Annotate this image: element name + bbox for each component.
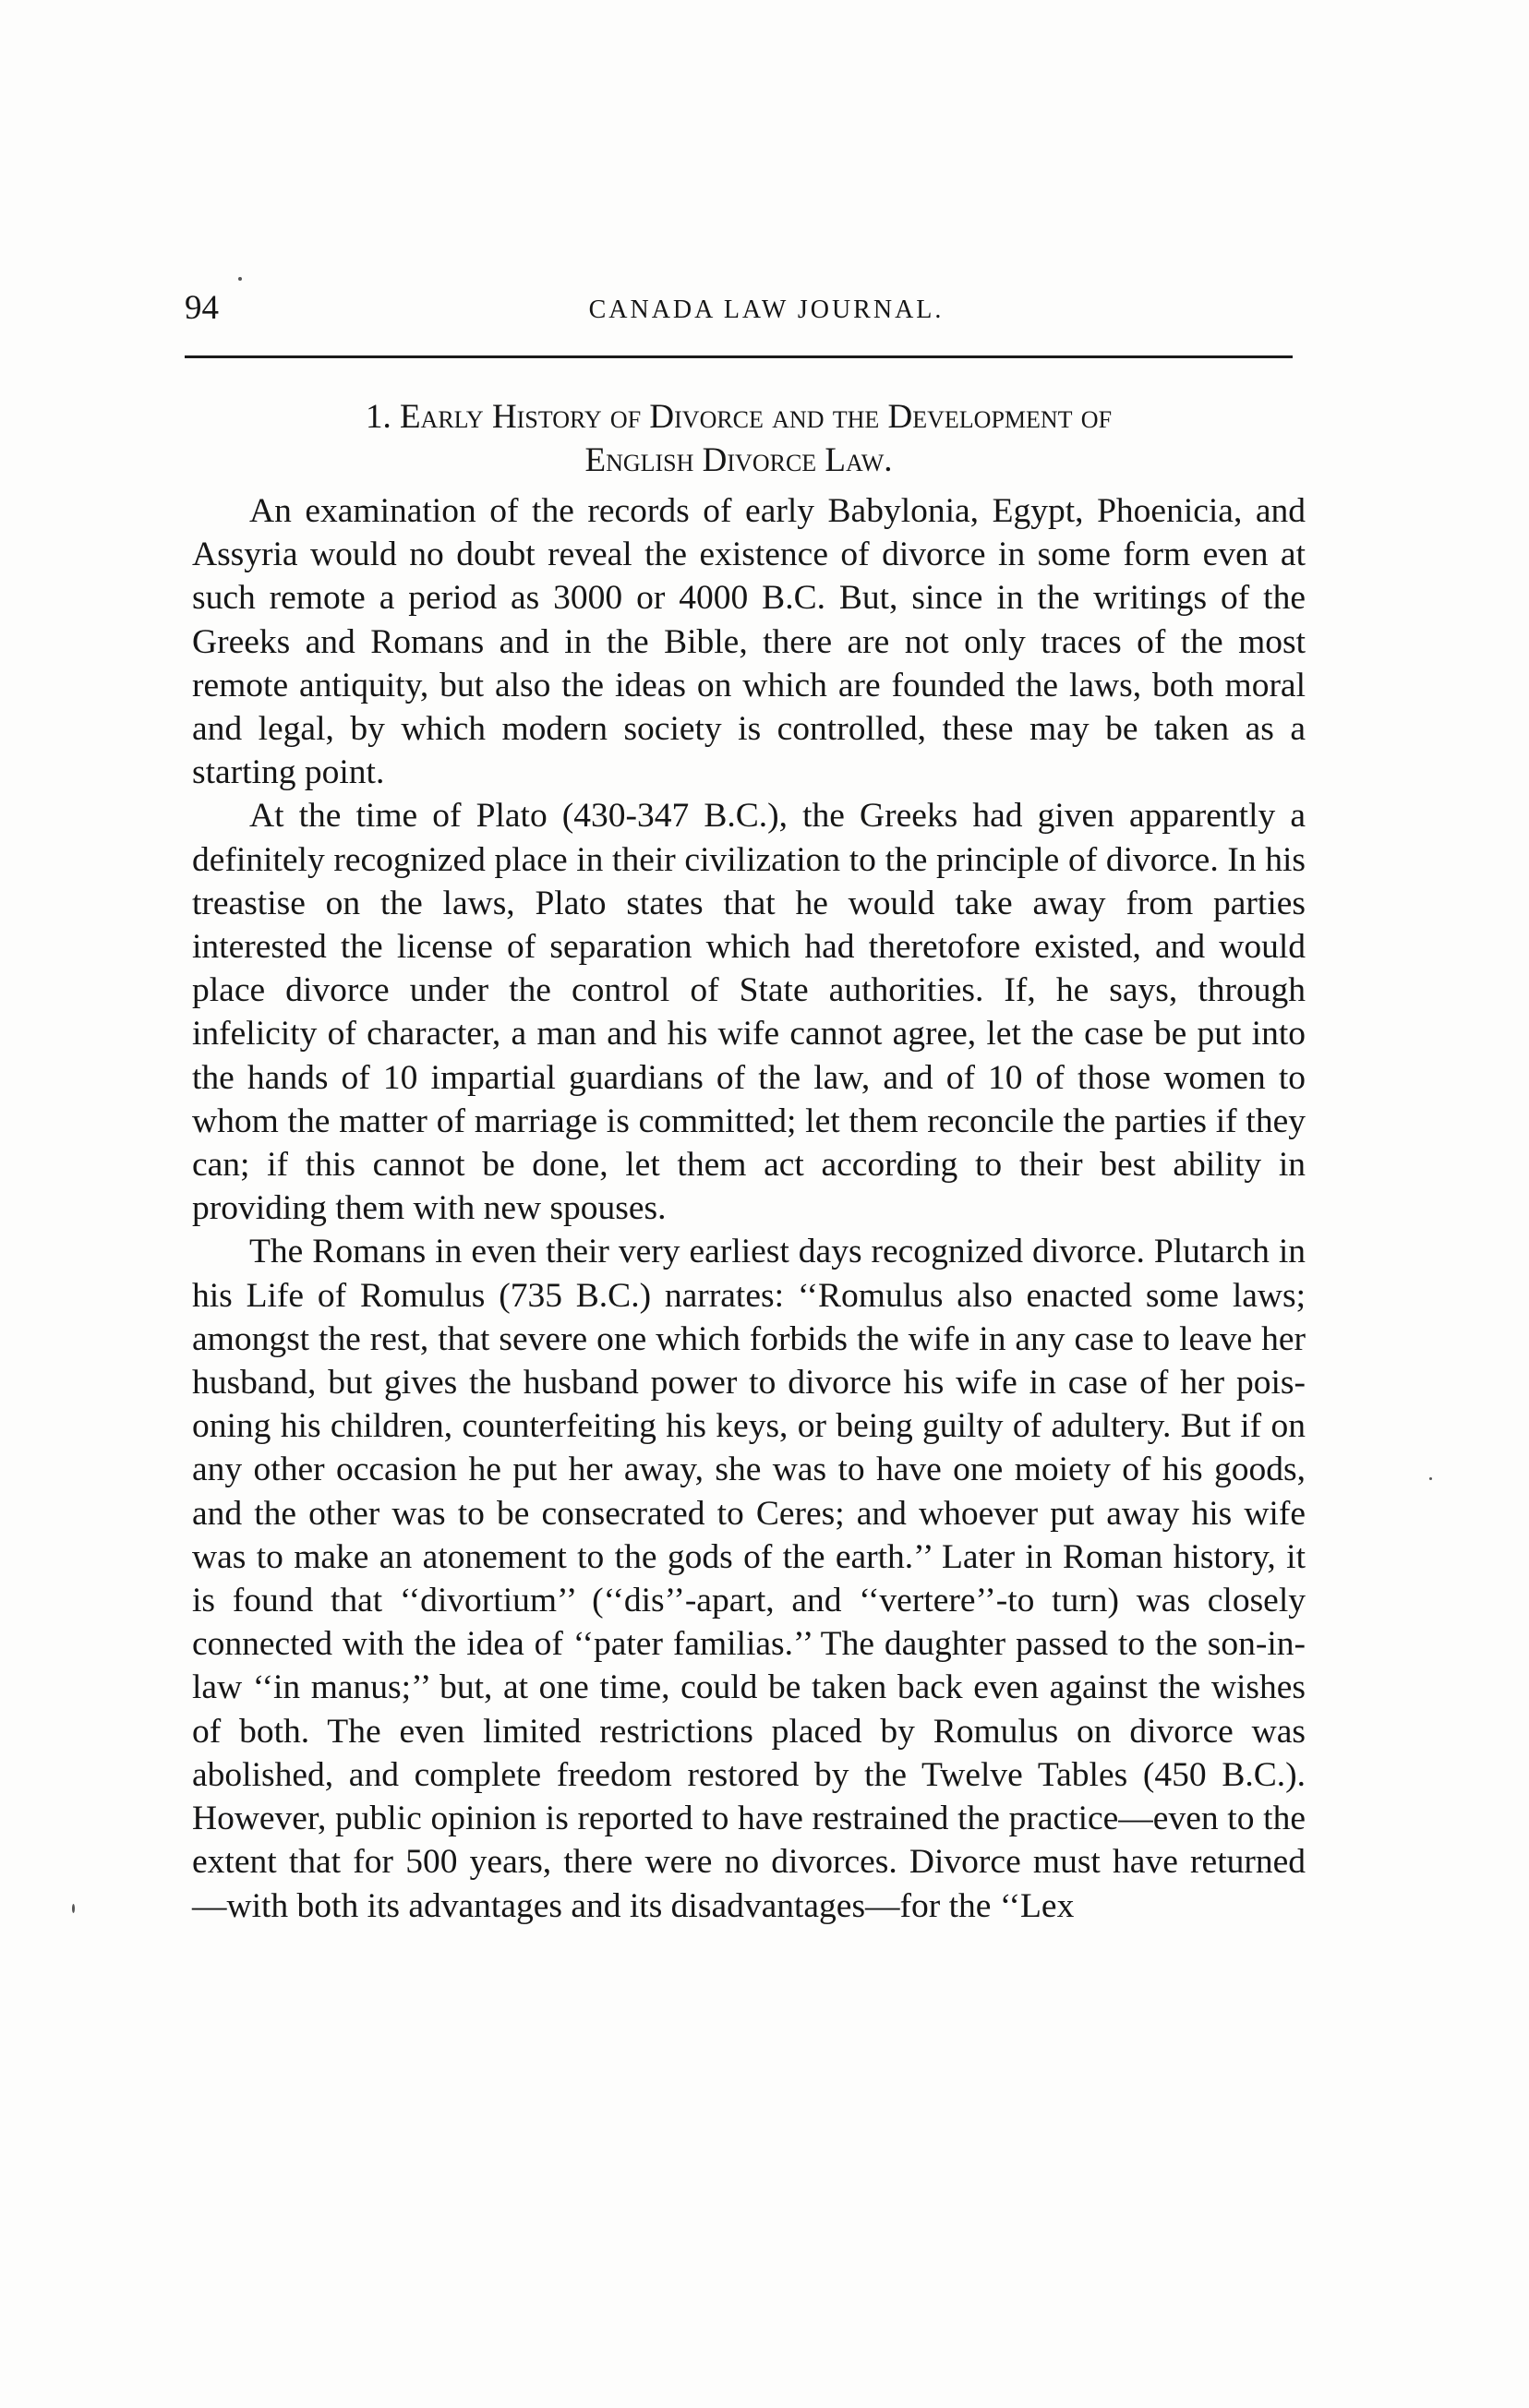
section-heading-line-1: 1. Early History of Divorce and the Development of [365, 398, 1113, 436]
section-heading-line-2: English Divorce Law. [584, 441, 893, 479]
running-head [185, 288, 1293, 343]
scan-speck [238, 277, 242, 281]
scan-speck [72, 1904, 75, 1913]
section-heading [194, 395, 1283, 482]
header-rule [185, 355, 1293, 358]
scan-speck [1429, 1477, 1432, 1480]
journal-title: CANADA LAW JOURNAL. [588, 295, 945, 324]
paragraph-1: An examination of the records of early Babylonia, Egypt, Phoenicia, and Assyria would no doubt reveal the existence of divorce in some form even at such remote a period as 3000 or 4000 B.C. But, since in the writings of the Greeks and Romans and in the Bible, there are not only traces of the most remote antiquity, but also the ideas on which are founded the laws, both moral and legal, by which modern society is controlled, these may be taken as a starting point. [192, 492, 1306, 792]
body-text [192, 489, 1306, 1928]
paragraph-3: The Romans in even their very earliest days recognized divorce. Plutarch in his Life of Romulus (735 B.C.) narrates: ‘‘Romulus also enacted some laws; amongst the rest, that severe one which forbids the wife in any case to leave her husband, but gives the husband power to divorce his wife in case of her poisoning his children, counterfeiting his keys, or being guilty of adultery. But if on any other occasion he put her away, she was to have one moiety of his goods, and the other was to be consecrated to Ceres; and whoever put away his wife was to make an atonement to the gods of the earth.’’ Later in Roman history, it is found that ‘‘divortium’’ (‘‘dis’’-apart, and ‘‘vertere’’-to turn) was closely connected with the idea of ‘‘pater familias.’’ The daughter passed to the son-in-law ‘‘in manus;’’ but, at one time, could be taken back even against the wishes of both. The even limited restrictions placed by Romulus on divorce was abolished, and complete freedom restored by the Twelve Tables (450 B.C.). However, public opinion is reported to have restrained the practice—even to the extent that for 500 years, there were no divorces. Divorce must have returned —with both its advantages and its disadvantages—for the ‘‘Lex [192, 1233, 1306, 1925]
page-number: 94 [185, 289, 219, 327]
paragraph-2: At the time of Plato (430-347 B.C.), the Greeks had given apparently a definitely recognized place in their civilization to the principle of divorce. In his treastise on the laws, Plato states that he would take away from parties interested the license of separation which had theretofore existed, and would place divorce under the control of State authorities. If, he says, through infelicity of character, a man and his wife cannot agree, let the case be put into the hands of 10 impartial guardians of the law, and of 10 of those women to whom the matter of marriage is committed; let them reconcile the parties if they can; if this cannot be done, let them act according to their best ability in providing them with new spouses. [192, 797, 1306, 1228]
